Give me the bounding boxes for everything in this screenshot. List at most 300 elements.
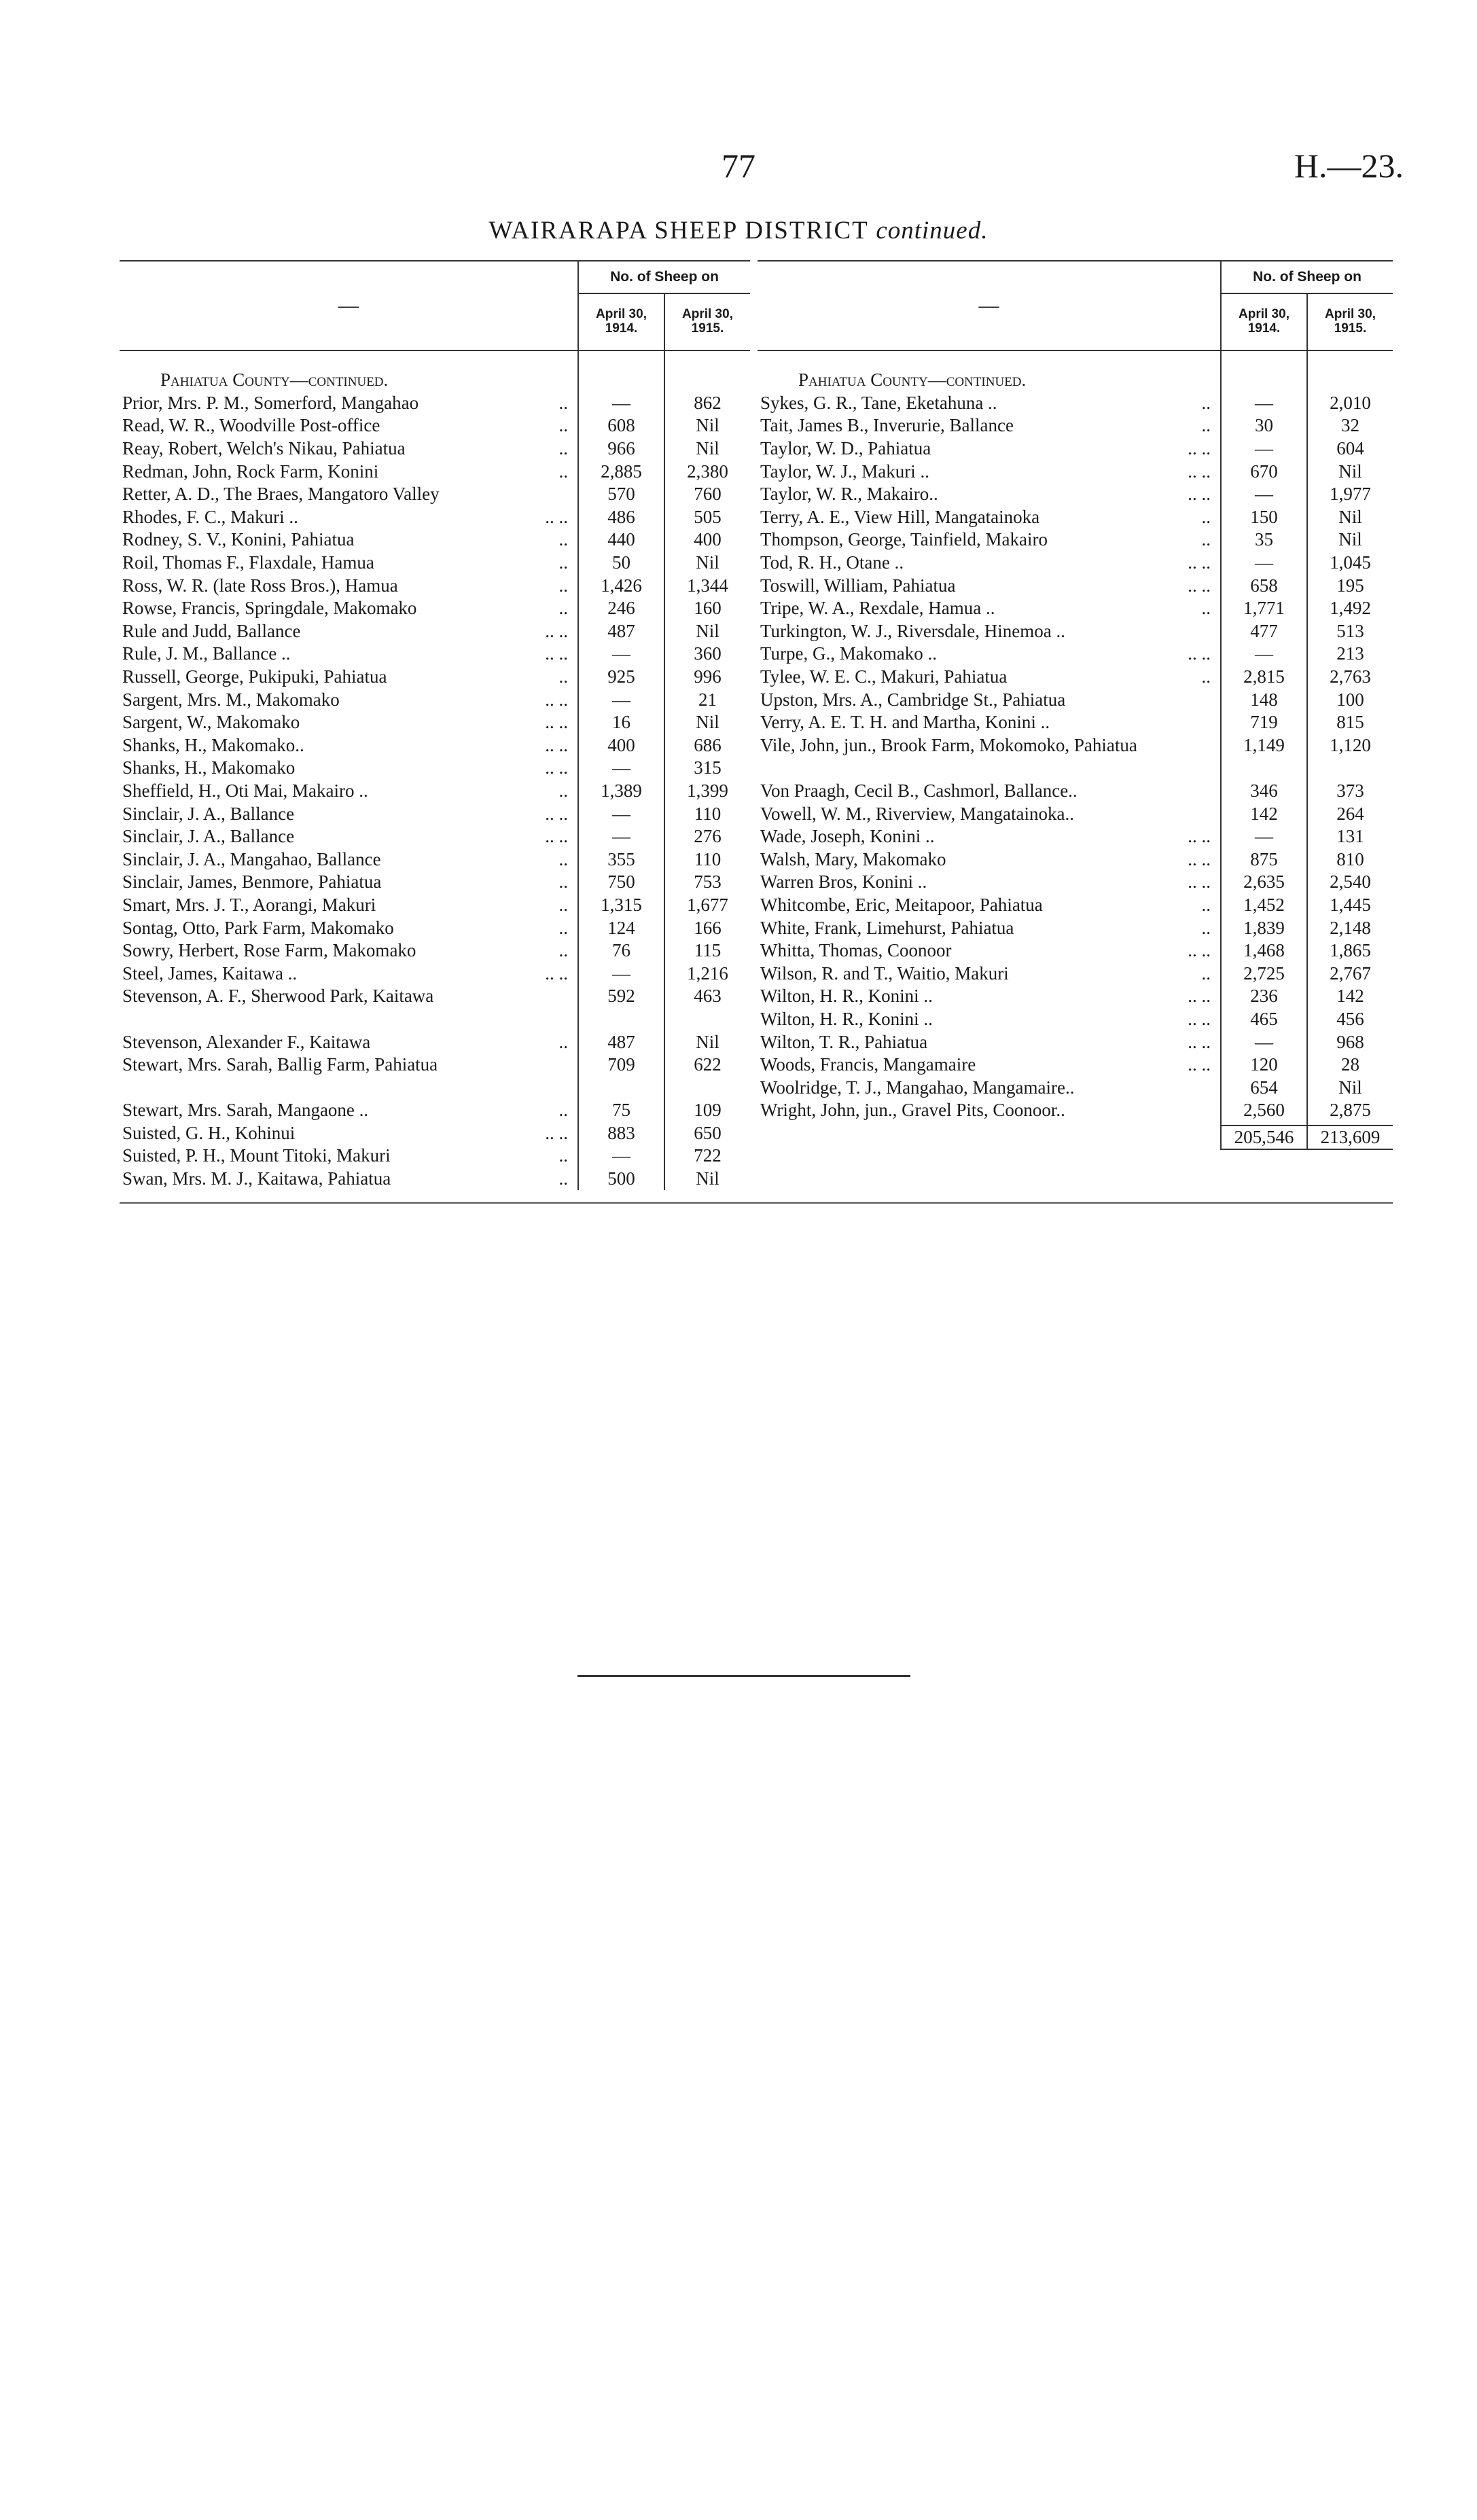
- entry-name: Verry, A. E. T. H. and Martha, Konini ..: [760, 712, 1050, 733]
- end-rule: [577, 1675, 910, 1677]
- value-1915: 2,767: [1330, 962, 1371, 984]
- value-1915: 1,977: [1330, 484, 1371, 505]
- entry-name: Sinclair, J. A., Ballance: [122, 803, 295, 824]
- entry-name: Sargent, Mrs. M., Makomako: [122, 689, 340, 710]
- table-row: [758, 414, 1220, 437]
- entry-name: Taylor, W. D., Pahiatua: [760, 438, 931, 459]
- table-row: [758, 985, 1220, 1008]
- entry-name: Sargent, W., Makomako: [122, 712, 300, 733]
- value-1915: 686: [694, 734, 722, 755]
- name-column-header: —: [978, 294, 999, 317]
- value-1915: 1,492: [1330, 598, 1371, 619]
- value-1914: 50: [612, 552, 630, 573]
- entry-name: Whitcombe, Eric, Meitapoor, Pahiatua: [760, 894, 1043, 915]
- leader-dots: ..: [558, 392, 568, 413]
- entry-name: Warren Bros, Konini ..: [760, 871, 927, 893]
- table-row: [120, 506, 577, 529]
- leader-dots: .. ..: [1188, 871, 1211, 893]
- value-1914: 346: [1250, 780, 1278, 801]
- table-row: [120, 552, 577, 575]
- entry-name: Von Praagh, Cecil B., Cashmorl, Ballance..: [760, 780, 1078, 801]
- entry-name: Rhodes, F. C., Makuri ..: [122, 506, 298, 527]
- entry-name: Stewart, Mrs. Sarah, Ballig Farm, Pahiatua: [122, 1054, 438, 1075]
- table-row: [758, 711, 1220, 734]
- leader-dots: .. ..: [545, 643, 568, 664]
- table-row: [120, 848, 577, 871]
- table-row: [120, 1099, 577, 1122]
- value-1914: 750: [607, 871, 635, 893]
- entry-name: Wilton, H. R., Konini ..: [760, 986, 933, 1007]
- entry-name: Walsh, Mary, Makomako: [760, 848, 946, 869]
- table-row: [758, 437, 1220, 461]
- value-1914: 1,315: [601, 894, 642, 915]
- value-1914: 246: [607, 598, 635, 619]
- leader-dots: ..: [558, 1100, 568, 1121]
- entry-name: White, Frank, Limehurst, Pahiatua: [760, 917, 1014, 938]
- leader-dots: ..: [1201, 917, 1211, 938]
- left-table: [120, 260, 750, 1190]
- table-row: [120, 643, 577, 666]
- value-1915: 100: [1336, 689, 1364, 710]
- name-column-header: —: [338, 294, 359, 317]
- entry-name: Rodney, S. V., Konini, Pahiatua: [122, 529, 355, 550]
- value-1915: 753: [694, 871, 722, 893]
- table-row: [120, 757, 577, 780]
- entry-name: Roil, Thomas F., Flaxdale, Hamua: [122, 552, 374, 573]
- value-1915: 513: [1336, 620, 1364, 641]
- entry-name: Taylor, W. R., Makairo..: [760, 484, 938, 505]
- value-1915: 166: [694, 917, 722, 938]
- table-row: [120, 392, 577, 415]
- section-label: Pahiatua County—continued.: [160, 370, 389, 391]
- table-bottom-rule: [120, 1202, 1393, 1204]
- value-1915: 109: [694, 1100, 722, 1121]
- leader-dots: ..: [1201, 666, 1211, 687]
- table-row: [758, 506, 1220, 529]
- value-1915: 604: [1336, 438, 1364, 459]
- value-1914: 966: [607, 438, 635, 459]
- value-1914: 477: [1250, 620, 1278, 641]
- table-row: [120, 1030, 577, 1054]
- value-1915: 968: [1336, 1031, 1364, 1052]
- value-1914: 608: [607, 415, 635, 436]
- leader-dots: ..: [558, 552, 568, 573]
- sheep-group-header: No. of Sheep on: [1222, 262, 1393, 294]
- value-1914: 875: [1250, 848, 1278, 869]
- entry-name: Redman, John, Rock Farm, Konini: [122, 461, 379, 482]
- value-1914: 2,635: [1243, 871, 1285, 893]
- value-1914: 883: [607, 1122, 635, 1143]
- entry-name: Toswill, William, Pahiatua: [760, 575, 956, 596]
- entry-name: Sowry, Herbert, Rose Farm, Makomako: [122, 940, 416, 961]
- title-text: WAIRARAPA SHEEP DISTRICT: [488, 217, 869, 245]
- value-1915: Nil: [696, 415, 719, 436]
- document-code: H.—23.: [1294, 147, 1404, 185]
- leader-dots: ..: [558, 438, 568, 459]
- right-table: [758, 260, 1393, 1150]
- entry-name: Sinclair, J. A., Ballance: [122, 826, 295, 847]
- leader-dots: ..: [1201, 392, 1211, 413]
- table-row: [758, 392, 1220, 415]
- value-1914: 1,426: [601, 575, 642, 596]
- leader-dots: ..: [558, 666, 568, 687]
- table-row: [758, 894, 1220, 917]
- entry-name: Wilson, R. and T., Waitio, Makuri: [760, 962, 1009, 984]
- value-1914: 487: [607, 620, 635, 641]
- table-row: [120, 871, 577, 894]
- table-row: [120, 1122, 577, 1145]
- leader-dots: ..: [558, 575, 568, 596]
- entry-name: Rule and Judd, Ballance: [122, 620, 301, 641]
- value-1914: —: [1255, 1031, 1273, 1052]
- leader-dots: .. ..: [1188, 940, 1211, 961]
- leader-dots: .. ..: [545, 506, 568, 527]
- value-1914: —: [1255, 552, 1273, 573]
- leader-dots: ..: [1201, 529, 1211, 550]
- value-1915: 1,865: [1330, 940, 1371, 961]
- value-1915: 2,148: [1330, 917, 1371, 938]
- entry-name: Wade, Joseph, Konini ..: [760, 826, 935, 847]
- sheep-group-header: No. of Sheep on: [579, 262, 750, 294]
- leader-dots: .. ..: [1188, 1031, 1211, 1052]
- table-row: [758, 688, 1220, 711]
- entry-name: Sinclair, J. A., Mangahao, Ballance: [122, 848, 381, 869]
- value-1914: —: [612, 689, 630, 710]
- table-row: [120, 985, 577, 1030]
- table-row: [758, 483, 1220, 506]
- value-1914: 1,468: [1243, 940, 1285, 961]
- table-row: [758, 1030, 1220, 1054]
- leader-dots: .. ..: [545, 1122, 568, 1143]
- entry-name: Terry, A. E., View Hill, Mangatainoka: [760, 506, 1040, 527]
- leader-dots: .. ..: [1188, 848, 1211, 869]
- value-1914: —: [612, 826, 630, 847]
- entry-name: Suisted, G. H., Kohinui: [122, 1122, 296, 1143]
- value-1915: 760: [694, 484, 722, 505]
- table-row: [758, 802, 1220, 825]
- value-1915: 815: [1336, 712, 1364, 733]
- value-1915: 28: [1341, 1054, 1359, 1075]
- leader-dots: ..: [558, 598, 568, 619]
- table-header: [120, 262, 750, 351]
- entry-name: Sinclair, James, Benmore, Pahiatua: [122, 871, 382, 893]
- value-1915: 2,010: [1330, 392, 1371, 413]
- value-1914: 148: [1250, 689, 1278, 710]
- value-1914: 124: [607, 917, 635, 938]
- value-1915: 650: [694, 1122, 722, 1143]
- table-row: [120, 780, 577, 803]
- entry-name: Taylor, W. J., Makuri ..: [760, 461, 930, 482]
- value-1915: 21: [698, 689, 717, 710]
- value-1915: 315: [694, 757, 722, 778]
- value-1915: Nil: [696, 712, 719, 733]
- value-1914: —: [612, 757, 630, 778]
- table-row: [120, 437, 577, 461]
- value-1914: 465: [1250, 1008, 1278, 1029]
- value-1915: Nil: [1338, 529, 1362, 550]
- value-1914: 2,885: [601, 461, 642, 482]
- value-1914: —: [1255, 392, 1273, 413]
- value-1915: 373: [1336, 780, 1364, 801]
- table-row: [758, 780, 1220, 803]
- col-1915-header: April 30, 1915.: [664, 294, 750, 350]
- leader-dots: .. ..: [1188, 1054, 1211, 1075]
- value-1914: 30: [1255, 415, 1273, 436]
- value-1914: 75: [612, 1100, 630, 1121]
- leader-dots: .. ..: [1188, 484, 1211, 505]
- value-1915: 722: [694, 1145, 722, 1166]
- leader-dots: .. ..: [545, 962, 568, 984]
- leader-dots: ..: [558, 894, 568, 915]
- value-1914: 440: [607, 529, 635, 550]
- value-1914: 142: [1250, 803, 1278, 824]
- leader-dots: .. ..: [1188, 1008, 1211, 1029]
- table-row: [120, 962, 577, 985]
- value-1915: 1,344: [687, 575, 728, 596]
- leader-dots: ..: [558, 529, 568, 550]
- entry-name: Steel, James, Kaitawa ..: [122, 962, 298, 984]
- value-1915: 1,045: [1330, 552, 1371, 573]
- table-row: [758, 620, 1220, 643]
- leader-dots: ..: [558, 848, 568, 869]
- value-1915: 131: [1336, 826, 1364, 847]
- total-1914: 205,546: [1222, 1125, 1306, 1151]
- value-1915: 276: [694, 826, 722, 847]
- value-1914: 709: [607, 1054, 635, 1075]
- leader-dots: .. ..: [545, 826, 568, 847]
- table-row: [758, 643, 1220, 666]
- entry-name: Woolridge, T. J., Mangahao, Mangamaire..: [760, 1077, 1075, 1098]
- value-1914: —: [1255, 438, 1273, 459]
- leader-dots: .. ..: [545, 734, 568, 755]
- leader-dots: .. ..: [1188, 826, 1211, 847]
- value-1914: 1,771: [1243, 598, 1285, 619]
- entry-name: Vile, John, jun., Brook Farm, Mokomoko, Pahiatua: [760, 734, 1137, 755]
- entry-name: Upston, Mrs. A., Cambridge St., Pahiatua: [760, 689, 1066, 710]
- value-1914: 658: [1250, 575, 1278, 596]
- value-1915: 2,380: [687, 461, 728, 482]
- table-row: [120, 666, 577, 689]
- table-row: [120, 620, 577, 643]
- entry-name: Turkington, W. J., Riversdale, Hinemoa ..: [760, 620, 1065, 641]
- value-1914: 487: [607, 1031, 635, 1052]
- table-row: [758, 1054, 1220, 1077]
- leader-dots: ..: [558, 1031, 568, 1052]
- entry-name: Tod, R. H., Otane ..: [760, 552, 904, 573]
- page-title: [0, 216, 1477, 245]
- entry-name: Whitta, Thomas, Coonoor: [760, 940, 952, 961]
- value-1915: 360: [694, 643, 722, 664]
- value-1914: 1,149: [1243, 734, 1285, 755]
- table-row: [758, 939, 1220, 962]
- value-1915: 2,763: [1330, 666, 1371, 687]
- value-1914: 1,839: [1243, 917, 1285, 938]
- value-1915: 1,216: [687, 962, 728, 984]
- value-1915: Nil: [696, 1031, 719, 1052]
- value-1915: 456: [1336, 1008, 1364, 1029]
- entry-name: Shanks, H., Makomako: [122, 757, 296, 778]
- leader-dots: ..: [558, 415, 568, 436]
- table-row: [758, 916, 1220, 939]
- entry-name: Tripe, W. A., Rexdale, Hamua ..: [760, 598, 995, 619]
- value-1915: 264: [1336, 803, 1364, 824]
- leader-dots: .. ..: [1188, 986, 1211, 1007]
- entry-name: Stevenson, A. F., Sherwood Park, Kaitawa: [122, 986, 434, 1007]
- table-row: [120, 1054, 577, 1099]
- value-1914: 120: [1250, 1054, 1278, 1075]
- table-row: [758, 1008, 1220, 1031]
- value-1914: —: [612, 1145, 630, 1166]
- value-1914: 654: [1250, 1077, 1278, 1098]
- col-1915-header: April 30, 1915.: [1306, 294, 1393, 350]
- leader-dots: .. ..: [545, 712, 568, 733]
- leader-dots: .. ..: [1188, 575, 1211, 596]
- leader-dots: .. ..: [545, 689, 568, 710]
- table-row: [758, 848, 1220, 871]
- value-1914: 1,452: [1243, 894, 1285, 915]
- value-1915: Nil: [1338, 506, 1362, 527]
- entry-name: Wilton, H. R., Konini ..: [760, 1008, 933, 1029]
- leader-dots: ..: [558, 917, 568, 938]
- entry-name: Tylee, W. E. C., Makuri, Pahiatua: [760, 666, 1008, 687]
- entry-name: Ross, W. R. (late Ross Bros.), Hamua: [122, 575, 398, 596]
- table-row: [758, 962, 1220, 985]
- table-row: [758, 1099, 1220, 1122]
- entry-name: Vowell, W. M., Riverview, Mangatainoka..: [760, 803, 1074, 824]
- entry-name: Turpe, G., Makomako ..: [760, 643, 937, 664]
- entry-name: Wright, John, jun., Gravel Pits, Coonoor..: [760, 1100, 1065, 1121]
- leader-dots: ..: [1201, 962, 1211, 984]
- entry-name: Sontag, Otto, Park Farm, Makomako: [122, 917, 394, 938]
- value-1914: 236: [1250, 986, 1278, 1007]
- leader-dots: ..: [558, 871, 568, 893]
- title-suffix: continued.: [876, 217, 989, 245]
- value-1914: 150: [1250, 506, 1278, 527]
- entry-name: Sheffield, H., Oti Mai, Makairo ..: [122, 780, 368, 801]
- value-1914: 670: [1250, 461, 1278, 482]
- value-1915: 160: [694, 598, 722, 619]
- value-1914: 1,389: [601, 780, 642, 801]
- value-1915: 195: [1336, 575, 1364, 596]
- value-1915: 1,399: [687, 780, 728, 801]
- table-row: [120, 894, 577, 917]
- table-row: [120, 802, 577, 825]
- value-1915: 463: [694, 986, 722, 1007]
- value-1915: Nil: [696, 620, 719, 641]
- entry-name: Shanks, H., Makomako..: [122, 734, 304, 755]
- entry-name: Woods, Francis, Mangamaire: [760, 1054, 976, 1075]
- table-row: [120, 688, 577, 711]
- value-1914: 486: [607, 506, 635, 527]
- leader-dots: ..: [1201, 415, 1211, 436]
- table-row: [120, 460, 577, 483]
- value-1915: Nil: [696, 1168, 719, 1189]
- value-1914: 400: [607, 734, 635, 755]
- table-row: [758, 552, 1220, 575]
- table-row: [120, 574, 577, 597]
- leader-dots: ..: [558, 780, 568, 801]
- value-1915: 400: [694, 529, 722, 550]
- table-row: [120, 916, 577, 939]
- table-header: [758, 262, 1393, 351]
- entry-name: Reay, Robert, Welch's Nikau, Pahiatua: [122, 438, 406, 459]
- leader-dots: .. ..: [545, 757, 568, 778]
- value-1915: 1,120: [1330, 734, 1371, 755]
- value-1915: Nil: [696, 552, 719, 573]
- section-label: Pahiatua County—continued.: [798, 370, 1027, 391]
- entry-name: Swan, Mrs. M. J., Kaitawa, Pahiatua: [122, 1168, 391, 1189]
- entry-name: Russell, George, Pukipuki, Pahiatua: [122, 666, 387, 687]
- value-1914: —: [612, 392, 630, 413]
- col-1914-header: April 30, 1914.: [1239, 307, 1289, 336]
- leader-dots: .. ..: [545, 620, 568, 641]
- value-1914: —: [1255, 643, 1273, 664]
- table-row: [758, 871, 1220, 894]
- value-1914: —: [612, 643, 630, 664]
- leader-dots: ..: [1201, 506, 1211, 527]
- value-1914: 16: [612, 712, 630, 733]
- table-row: [758, 460, 1220, 483]
- value-1914: —: [1255, 484, 1273, 505]
- table-row: [758, 1076, 1220, 1099]
- leader-dots: .. ..: [545, 803, 568, 824]
- value-1915: 110: [694, 803, 722, 824]
- page-number: 77: [722, 147, 755, 185]
- leader-dots: ..: [1201, 598, 1211, 619]
- leader-dots: ..: [558, 940, 568, 961]
- entry-name: Wilton, T. R., Pahiatua: [760, 1031, 928, 1052]
- value-1915: 862: [694, 392, 722, 413]
- value-1915: 213: [1336, 643, 1364, 664]
- table-row: [758, 666, 1220, 689]
- leader-dots: .. ..: [1188, 552, 1211, 573]
- entry-name: Smart, Mrs. J. T., Aorangi, Makuri: [122, 894, 376, 915]
- value-1915: 115: [694, 940, 722, 961]
- table-row: [120, 528, 577, 552]
- table-row: [120, 825, 577, 848]
- value-1915: 32: [1341, 415, 1359, 436]
- value-1915: 2,540: [1330, 871, 1371, 893]
- entry-name: Rule, J. M., Ballance ..: [122, 643, 291, 664]
- table-row: [758, 528, 1220, 552]
- entry-name: Tait, James B., Inverurie, Ballance: [760, 415, 1014, 436]
- table-row: [120, 711, 577, 734]
- table-row: [120, 597, 577, 620]
- leader-dots: ..: [558, 1168, 568, 1189]
- entry-name: Rowse, Francis, Springdale, Makomako: [122, 598, 417, 619]
- leader-dots: .. ..: [1188, 643, 1211, 664]
- value-1915: 996: [694, 666, 722, 687]
- value-1915: 622: [694, 1054, 722, 1075]
- value-1915: 110: [694, 848, 722, 869]
- value-1915: 1,677: [687, 894, 728, 915]
- value-1915: 2,875: [1330, 1100, 1371, 1121]
- value-1914: 719: [1250, 712, 1278, 733]
- table-row: [120, 939, 577, 962]
- table-row: [120, 483, 577, 506]
- entry-name: Thompson, George, Tainfield, Makairo: [760, 529, 1048, 550]
- value-1914: 500: [607, 1168, 635, 1189]
- leader-dots: ..: [558, 461, 568, 482]
- value-1915: Nil: [696, 438, 719, 459]
- table-row: [758, 574, 1220, 597]
- value-1914: —: [1255, 826, 1273, 847]
- col-1914-header: April 30, 1914.: [596, 307, 647, 336]
- value-1914: 592: [607, 986, 635, 1007]
- value-1915: 142: [1336, 986, 1364, 1007]
- table-row: [120, 414, 577, 437]
- table-row: [120, 734, 577, 757]
